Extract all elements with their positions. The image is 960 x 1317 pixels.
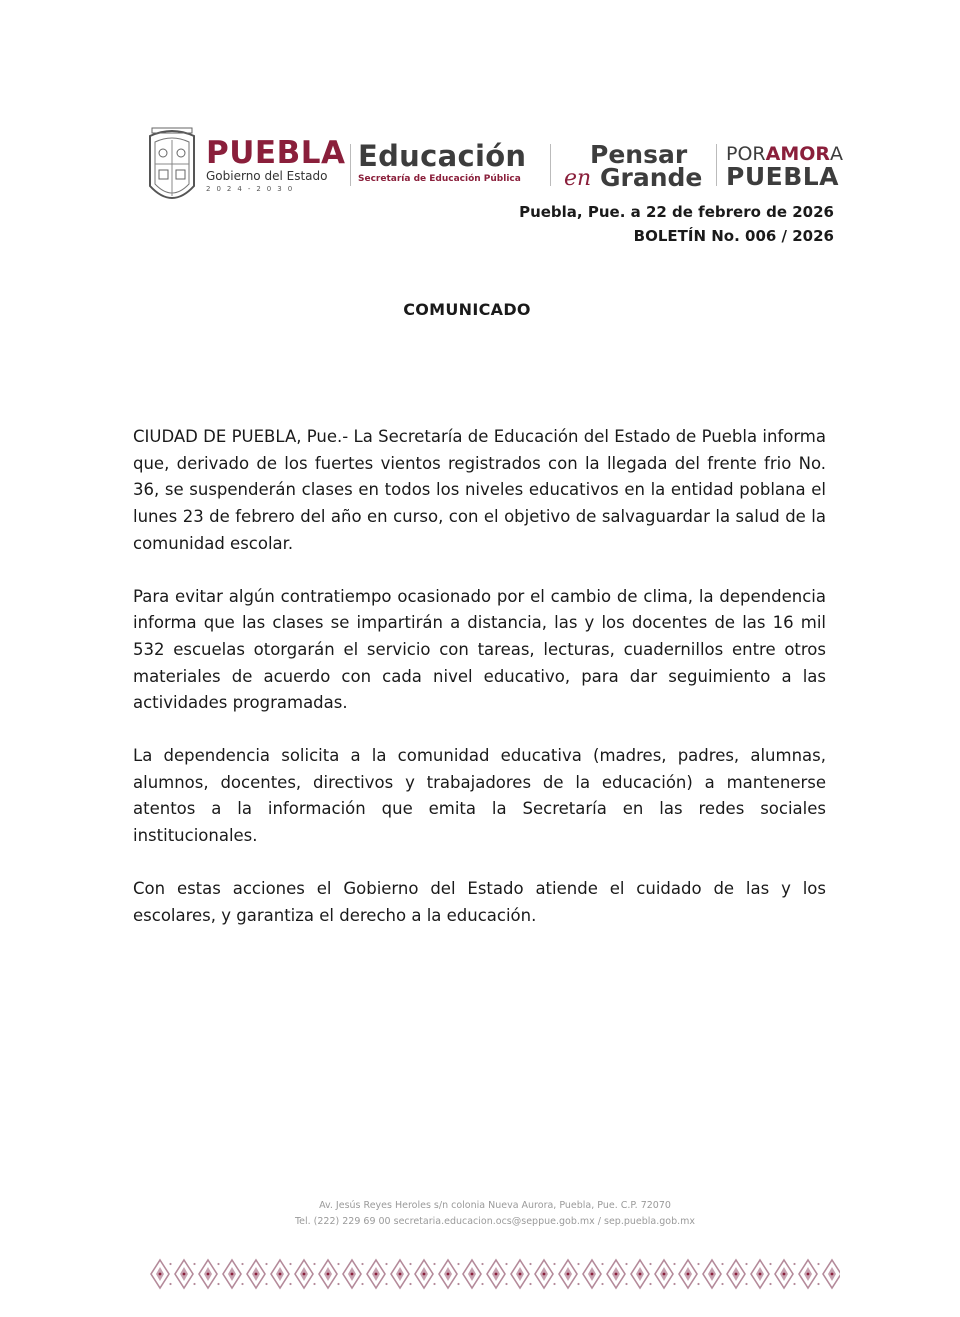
logo-divider [350,144,351,186]
amor-word: AMOR [765,143,831,165]
puebla-logo-sub: Gobierno del Estado [206,169,328,183]
education-logo [358,140,526,184]
paragraph: CIUDAD DE PUEBLA, Pue.- La Secretaría de Educación del Estado de Puebla informa que, derivado de los fuertes vientos registrados con la llegada del frente frio No. 36, se suspenderán clases en todos los niveles educativos en la entidad poblana el lunes 23 de febrero del año en curso, con el objetivo de salvaguardar la salud de la comunidad escolar. [133,427,826,553]
pensar-en-grande-logo [562,142,712,198]
por-word: POR [726,143,766,165]
logo-divider [550,144,551,186]
puebla-word: PUEBLA [726,162,840,191]
document-meta [519,200,834,248]
paragraph: La dependencia solicita a la comunidad educativa (madres, padres, alumnas, alumnos, docentes, directivos y trabajadores de la educación) a mantenerse atentos a la información que emita la Secretaría en las redes sociales institucionales. [133,746,826,846]
puebla-government-logo [206,135,346,194]
document-body [133,424,826,955]
footer [0,1198,960,1230]
state-seal-icon [146,126,198,210]
a-word: A [830,143,844,165]
en-word: en [564,166,592,191]
paragraph: Para evitar algún contratiempo ocasionado por el cambio de clima, la dependencia informa que las clases se impartirán a distancia, las y los docentes de las 16 mil 532 escuelas otorgarán el servicio con tareas, lecturas, cuadernillos entre otros materiales de acuerdo con cada nivel educativo, para dar seguimiento a las actividades programadas. [133,586,826,713]
education-logo-sub: Secretaría de Educación Pública [358,174,521,184]
puebla-logo-years: 2024-2030 [206,185,299,193]
footer-address: Av. Jesús Reyes Heroles s/n colonia Nueva Aurora, Puebla, Pue. C.P. 72070 [319,1200,671,1211]
logo-divider [716,144,717,186]
footer-contact: Tel. (222) 229 69 00 secretaria.educacion.ocs@seppue.gob.mx / sep.puebla.gob.mx [294,1216,696,1227]
education-logo-main: Educación [358,139,527,173]
decorative-border [148,1256,840,1292]
place-date: Puebla, Pue. a 22 de febrero de 2026 [519,203,834,221]
document-title: COMUNICADO [403,300,531,319]
bulletin-number: BOLETÍN No. 006 / 2026 [633,227,834,245]
pensar-word: Pensar [590,140,688,169]
por-amor-a-puebla-logo [726,144,843,190]
puebla-logo-main: PUEBLA [206,135,346,171]
grande-word: Grande [600,163,703,192]
paragraph: Con estas acciones el Gobierno del Estado atiende el cuidado de las y los escolares, y garantiza el derecho a la educación. [133,878,826,925]
